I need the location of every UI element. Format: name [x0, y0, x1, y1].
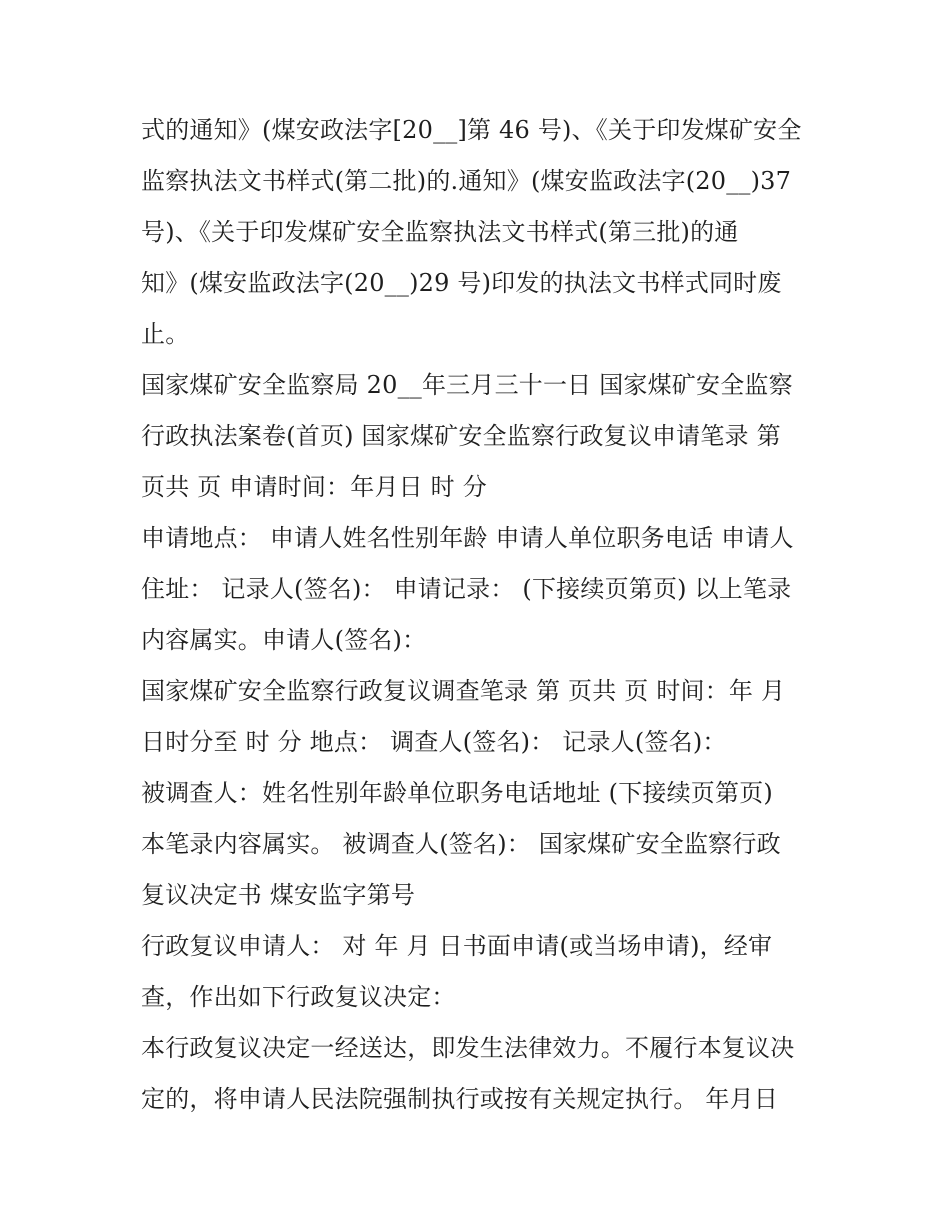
paragraph-issuer-date [141, 360, 821, 513]
text-line: 监察执法文书样式(第二批)的.通知》(煤安监政法字(20__)37 [141, 167, 792, 195]
document-body [141, 105, 821, 1125]
paragraph-respondent [141, 768, 821, 921]
text-line: 页共 页 申请时间：年月日 时 分 [141, 473, 487, 501]
text-line: 内容属实。申请人(签名)： [141, 626, 427, 654]
text-line: 号)、《关于印发煤矿安全监察执法文书样式(第三批)的通 [141, 218, 739, 246]
paragraph-application-record [141, 513, 821, 666]
text-line: 住址： 记录人(签名)： 申请记录： (下接续页第页) 以上笔录 [141, 575, 792, 603]
text-line: 国家煤矿安全监察局 20__年三月三十一日 国家煤矿安全监察 [141, 371, 793, 399]
paragraph-applicant [141, 921, 821, 1023]
text-line: 本笔录内容属实。 被调查人(签名)： 国家煤矿安全监察行政 [141, 830, 781, 858]
paragraph-decision-effect [141, 1023, 821, 1125]
paragraph-notice-abolition [141, 105, 821, 360]
text-line: 国家煤矿安全监察行政复议调查笔录 第 页共 页 时间：年 月 [141, 677, 786, 705]
text-line: 行政复议申请人： 对 年 月 日书面申请(或当场申请)，经审 [141, 932, 773, 960]
text-line: 申请地点： 申请人姓名性别年龄 申请人单位职务电话 申请人 [141, 524, 794, 552]
text-line: 止。 [141, 320, 190, 348]
text-line: 被调查人：姓名性别年龄单位职务电话地址 (下接续页第页) [141, 779, 773, 807]
text-line: 复议决定书 煤安监字第号 [141, 881, 416, 909]
text-line: 式的通知》(煤安政法字[20__]第 46 号)、《关于印发煤矿安全 [141, 116, 802, 144]
text-line: 日时分至 时 分 地点： 调查人(签名)： 记录人(签名)： [141, 728, 727, 756]
paragraph-investigation-record [141, 666, 821, 768]
text-line: 本行政复议决定一经送达，即发生法律效力。不履行本复议决 [141, 1034, 795, 1062]
text-line: 定的，将申请人民法院强制执行或按有关规定执行。 年月日 [141, 1085, 779, 1113]
text-line: 知》(煤安监政法字(20__)29 号)印发的执法文书样式同时废 [141, 269, 782, 297]
text-line: 行政执法案卷(首页) 国家煤矿安全监察行政复议申请笔录 第 [141, 422, 781, 450]
text-line: 查，作出如下行政复议决定： [141, 983, 456, 1011]
